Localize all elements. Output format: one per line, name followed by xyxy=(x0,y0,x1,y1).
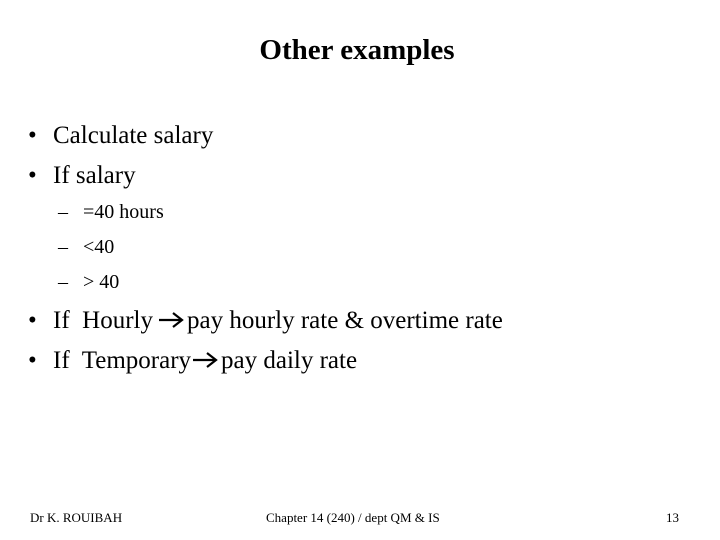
bullet-dot: • xyxy=(28,347,37,374)
right-arrow-icon xyxy=(157,310,185,330)
sub-bullet-text: > 40 xyxy=(83,271,120,293)
right-arrow-icon xyxy=(191,350,219,370)
bullet-rest-text: pay hourly rate & overtime rate xyxy=(186,307,503,334)
footer-page-number: 13 xyxy=(666,510,679,525)
bullet-lead-text: If Temporary xyxy=(53,347,192,374)
bullet-text xyxy=(53,305,503,337)
sub-bullet-dash: – xyxy=(58,201,68,223)
bullet-lead-text: If Hourly xyxy=(53,307,153,334)
sub-bullet-dash: – xyxy=(58,271,68,293)
bullet-dot: • xyxy=(28,162,37,189)
bullet-item-if-hourly xyxy=(28,305,668,337)
bullet-item-calculate-salary xyxy=(28,120,328,152)
bullet-item-if-temporary xyxy=(28,345,668,377)
bullet-dot: • xyxy=(28,122,37,149)
bullet-item-if-salary xyxy=(28,160,328,192)
sub-bullet-item xyxy=(58,196,258,228)
footer-chapter: Chapter 14 (240) / dept QM & IS xyxy=(266,510,440,525)
bullet-text: If salary xyxy=(53,162,136,189)
bullet-text: Calculate salary xyxy=(53,122,214,149)
bullet-dot: • xyxy=(28,307,37,334)
footer-author: Dr K. ROUIBAH xyxy=(30,510,123,525)
sub-bullet-text: <40 xyxy=(83,236,115,258)
sub-bullet-item xyxy=(58,266,258,298)
bullet-text xyxy=(53,345,357,377)
slide-title: Other examples xyxy=(259,34,455,66)
sub-bullet-text: =40 hours xyxy=(83,201,164,223)
sub-bullet-dash: – xyxy=(58,236,68,258)
sub-bullet-item xyxy=(58,231,258,263)
bullet-rest-text: pay daily rate xyxy=(221,347,358,374)
